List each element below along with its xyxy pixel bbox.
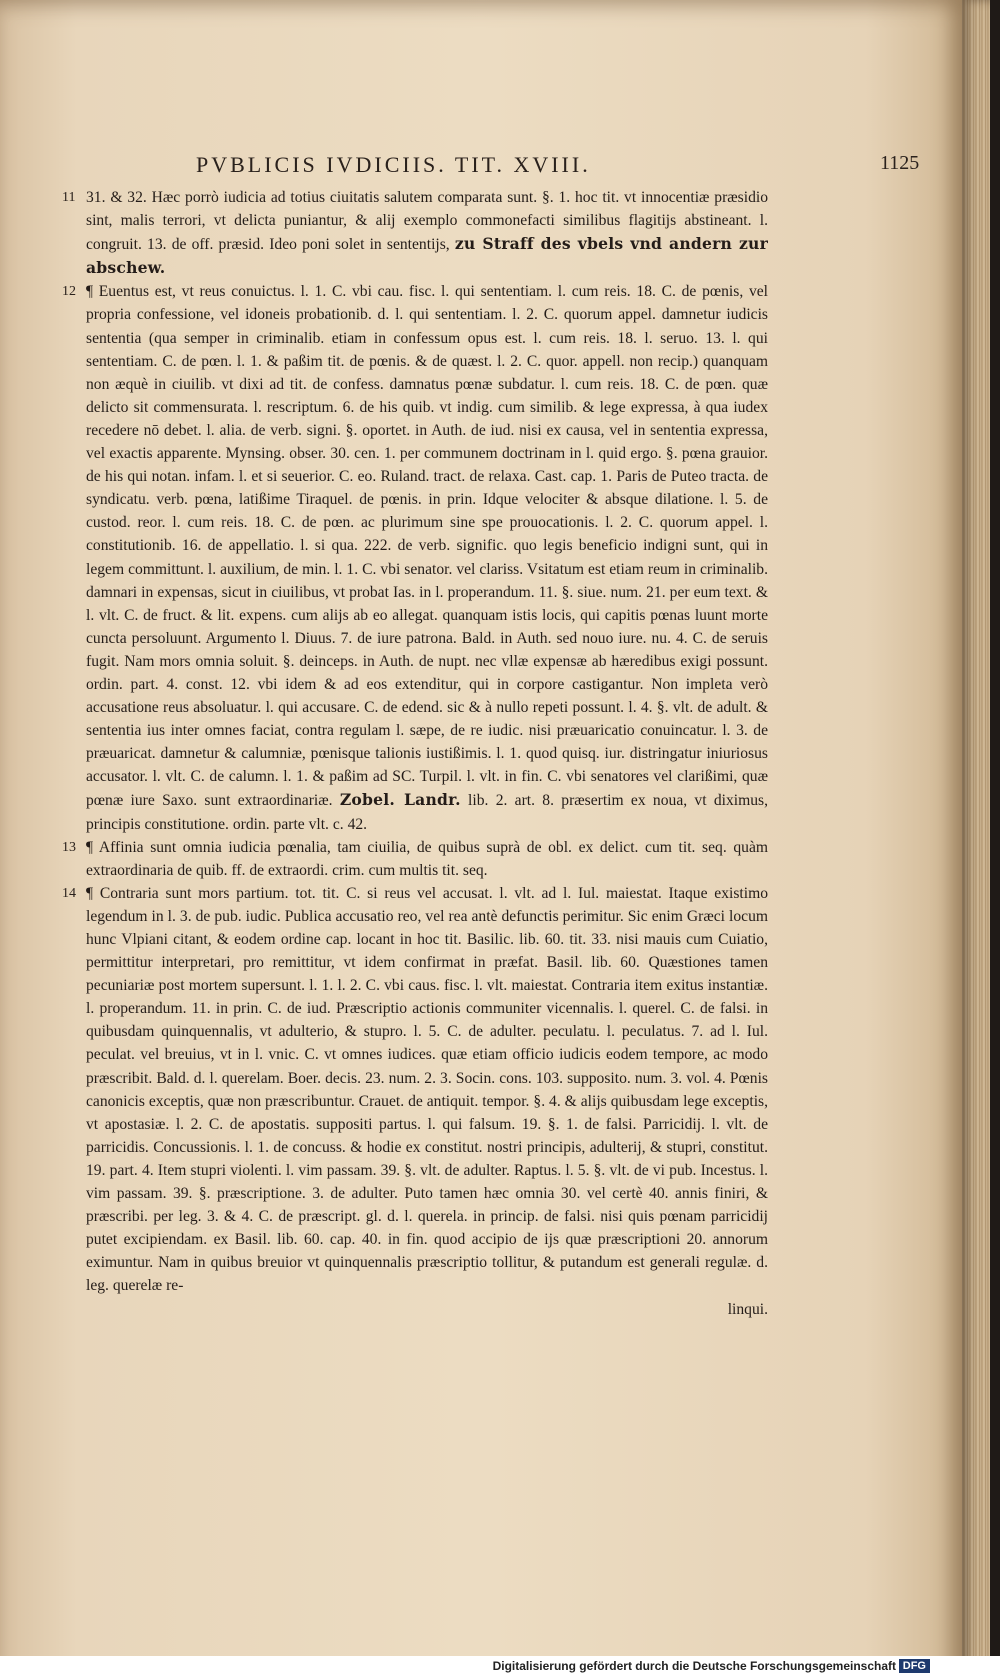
paragraph-text: ¶ Contraria sunt mors partium. tot. tit. C. si reus vel accusat. l. vlt. ad l. Iul. maiestat. Itaque existimo legendum in l. 3. de pub. iudic. Publica accusatio reo, vel rea antè defunctis perimitur. Sic enim Græci locum hunc Vlpiani citant, & eodem ordine cap. locant in hoc tit. Basilic. lib. 60. tit. 33. nisi mauis cum Cuiatio, permittitur interpretari, pro remittitur, vt idem confirmat in præfat. Basil. lib. 60. Quæstiones tamen pecuniariæ post mortem supersunt. l. 1. l. 2. C. vbi caus. fisc. l. vlt. maiestat. Contraria item exitus instantiæ. l. properandum. 11. in prin. C. de iud. Præscriptio actionis communiter vicennalis. l. querel. C. de falsi. in quibusdam quinquennalis, vt adulterio, & stupro. l. 5. C. de adulter. peculatu. l. peculatus. 7. ad l. Iul. peculat. vel breuius, vt in l. vnic. C. vt omnes iudices. quæ etiam officio iudicis eodem tempore, ac modo præscribit. Bald. d. l. querelam. Boer. decis. 23. num. 2. 3. Socin. cons. 103. supposito. num. 3. vol. 4. Pœnis canonicis exceptis, quæ non præscribuntur. Crauet. de antiquit. tempor. §. 4. & alijs quibusdam lege exceptis, vt apostasiæ. l. 2. C. de apostatis. suppositi partus. l. qui falsum. 19. §. 1. de falsi. Parricidij. l. vlt. de parricidis. Concussionis. l. 1. de concuss. & hodie ex constitut. nostri principis, adulterij, & stupri, constitut. 19. part. 4. Item stupri violenti. l. vim passam. 39. §. vlt. de adulter. Raptus. l. 5. §. vlt. de vi pub. Incestus. l. vim passam. 39. §. præscriptione. 3. de adulter. Puto tamen hæc omnia 30. vel certè 40. annis finiri, & præscribi. per leg. 3. & 4. C. de præscript. gl. d. l. querela. in princip. de falsi. nisi quis pœnam parricidij putet excipiendam. ex Basil. lib. 60. cap. 40. in fin. quod accipio de ijs quæ præscriptioni 20. annorum eximuntur. Nam in quibus breuior vt quinquennalis præscriptio tollitur, & putandum est generali regulæ. d. leg. querelæ re- [86,884,768,1295]
dfg-logo: DFG [899,1659,930,1673]
paragraph-11 [62,186,768,280]
footer-credit: Digitalisierung gefördert durch die Deutsche Forschungsgemeinschaft [492,1659,896,1673]
running-head: PVBLICIS IVDICIIS. TIT. XVIII. [196,152,591,177]
blackletter-phrase: Zobel. Landr. [339,790,461,810]
paragraph-text-continued: lib. 2. art. 8. præsertim ex noua, vt diximus, principis constitutione. ordin. parte vlt. c. 42. [86,792,768,833]
margin-number: 11 [62,190,76,205]
paragraph-13 [62,836,768,882]
paragraph-text: ¶ Affinia sunt omnia iudicia pœnalia, tam ciuilia, de quibus suprà de obl. ex delict. cum tit. seq. quàm extraordinaria de quib. ff. de extraordi. crim. cum multis tit. seq. [86,838,768,879]
paragraph-14 [62,882,768,1298]
page-number: 1125 [880,152,920,174]
paragraph-text: 31. & 32. Hæc porrò iudicia ad totius ciuitatis salutem comparata sunt. §. 1. hoc tit. vt innocentiæ præsidio sint, malis terrori, vt delicta puniantur, & alij exemplo commonefacti similibus flagitijs abstineant. l. congruit. 13. de off. præsid. Ideo poni solet in sententijs, [86,189,768,254]
page-header [0,152,962,178]
footer-bar [0,1656,1000,1677]
margin-number: 12 [62,284,76,300]
margin-number: 14 [62,885,76,901]
paragraph-text: ¶ Euentus est, vt reus conuictus. l. 1. C. vbi cau. fisc. l. qui sententiam. l. cum reis. 18. C. de pœnis, vel propria confessione, vel idoneis probationib. d. l. qui sententiam. l. 2. C. quorum appel. damnetur iudicis sententia (qua semper in criminalib. etiam in confessum opus est. l. cum reis. 18. l. seruo. 13. l. qui sententiam. C. de pœn. l. 1. & paßim tit. de pœnis. & de quæst. l. 2. C. quor. appell. non recip.) quanquam non æquè in ciuilib. vt dixi ad tit. de confess. damnatus pœnæ subdatur. l. cum reis. 18. C. de pœn. quæ delicto sit commensurata. l. rescriptum. 6. de his quib. vt indig. cum similib. & lege expressa, à qua iudex recedere nō debet. l. alia. de verb. signi. §. oportet. in Auth. de iud. nisi ex causa, vel in sententia expressa, vel exactis apparente. Mynsing. obser. 30. cen. 1. per communem doctrinam in l. quid ergo. §. pœna grauior. de his qui notan. infam. l. et si seuerior. C. eo. Ruland. tract. de relaxa. Cast. cap. 1. Paris de Puteo tracta. de syndicatu. verb. pœna, latißime Tiraquel. de pœnis. in prin. Idque velociter & absque dilatione. l. 5. de custod. reor. l. cum reis. 18. C. de pœn. ac plurimum sine spe prouocationis. l. 2. C. quorum appel. l. constitutionib. 16. de appellatio. l. si qua. 222. de verb. signific. quo legis beneficio indigni sunt, qui in legem committunt. l. auxilium, de min. l. 1. C. vbi senator. vel clariss. Vsitatum est etiam reum in criminalib. damnari in expensas, sicut in ciuilibus, vt probat Ias. in l. properandum. 11. §. siue. num. 21. per eum text. & l. vlt. C. de fruct. & lit. expens. cum alijs ab eo allegat. quanquam istis locis, qui capitis pœnas luunt morte cuncta persoluunt. Argumento l. Diuus. 7. de iure patrona. Bald. in Auth. sed nouo iure. nu. 4. C. de seruis fugit. Nam mors omnia soluit. §. deinceps. in Auth. de nupt. nec vllæ expensæ ab hæredibus exigi possunt. ordin. part. 4. const. 12. vbi idem & ad eos extenditur, qui in corpore castigantur. Non impleta verò accusatione reus absoluatur. l. qui accusare. C. de edend. sic & à nullo repeti possunt. l. 4. §. vlt. de adult. & sententia ius inter omnes faciat, contra regulam l. sæpe, de re iudic. nisi præuaricatio conuincatur. l. 3. de præuaricat. damnetur & calumniæ, pœnisque talionis iustißimis. l. 1. quod quisq. iur. distringatur iniuriosus accusator. l. vlt. C. de calumn. l. 1. & paßim ad SC. Turpil. l. vlt. in fin. C. vbi senatores vel clarißimi, quæ pœnæ iure Saxo. sunt extraordinariæ. [86,283,768,810]
body-text [62,186,768,1321]
paragraph-12 [62,280,768,835]
book-spine-shadow [990,0,1000,1677]
page-edges [962,0,1000,1677]
blackletter-phrase: zu Straff des vbels vnd andern zur abschew. [86,234,768,278]
catchword: linqui. [727,1300,768,1318]
margin-number: 13 [62,839,76,855]
